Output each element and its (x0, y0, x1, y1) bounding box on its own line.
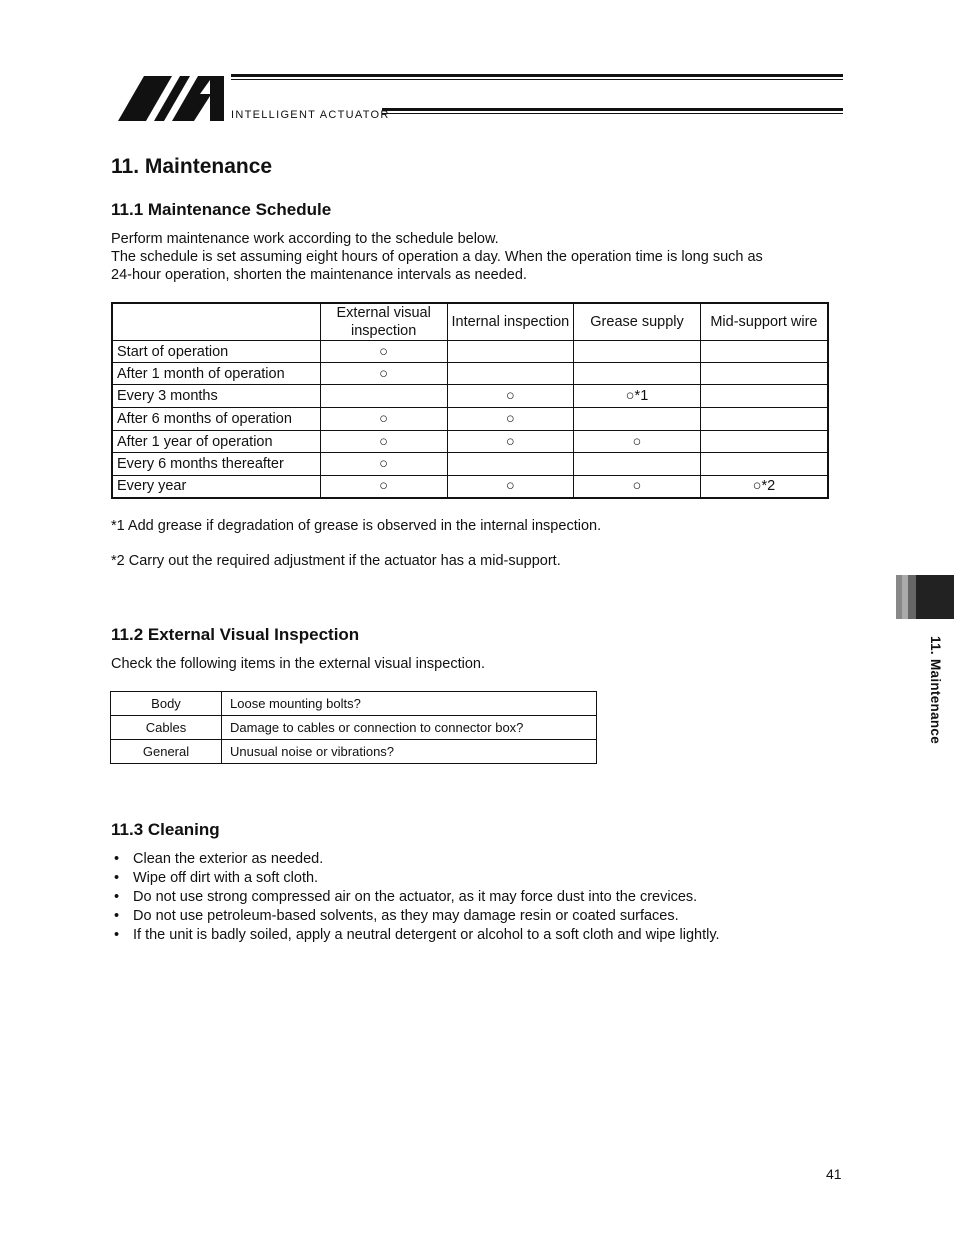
schedule-mark (574, 408, 701, 431)
schedule-mark: ○ (447, 408, 574, 431)
schedule-mark (700, 408, 828, 431)
schedule-mark (447, 341, 574, 363)
schedule-mark: ○ (320, 431, 447, 453)
row-label: Every 3 months (112, 385, 320, 408)
page-number: 41 (826, 1166, 842, 1182)
header-rule (231, 74, 843, 77)
header-empty-cell (112, 303, 320, 341)
schedule-mark (574, 453, 701, 476)
column-header: Internal inspection (447, 303, 574, 341)
table-row (112, 453, 828, 476)
schedule-mark (700, 431, 828, 453)
schedule-mark: ○ (574, 431, 701, 453)
inspection-intro: Check the following items in the external visual inspection. (111, 656, 485, 672)
header-rule-thin (231, 79, 843, 80)
column-header: Mid-support wire (700, 303, 828, 341)
list-item: • Do not use strong compressed air on the actuator, as it may force dust into the crevices. (111, 888, 720, 907)
schedule-mark: ○ (447, 385, 574, 408)
schedule-mark (447, 363, 574, 385)
section-heading-schedule: 11.1 Maintenance Schedule (111, 200, 332, 219)
section-heading-cleaning: 11.3 Cleaning (111, 820, 220, 839)
schedule-mark: ○ (320, 408, 447, 431)
list-item: • If the unit is badly soiled, apply a neutral detergent or alcohol to a soft cloth and wipe lightly. (111, 926, 720, 945)
schedule-mark: ○ (320, 476, 447, 498)
schedule-mark: ○*1 (574, 385, 701, 408)
column-header: Grease supply (574, 303, 701, 341)
column-header: External visual inspection (320, 303, 447, 341)
inspection-item: Body (111, 692, 222, 716)
table-row (112, 476, 828, 498)
table-row (111, 716, 597, 740)
table-row (112, 341, 828, 363)
footnote-1: *1 Add grease if degradation of grease is observed in the internal inspection. (111, 518, 602, 534)
schedule-mark (700, 341, 828, 363)
schedule-intro-line-1: Perform maintenance work according to the schedule below. (111, 231, 499, 247)
schedule-mark: ○ (447, 476, 574, 498)
schedule-mark (700, 385, 828, 408)
schedule-mark: ○*2 (700, 476, 828, 498)
row-label: Every 6 months thereafter (112, 453, 320, 476)
table-row (112, 431, 828, 453)
brand-name: INTELLIGENT ACTUATOR (231, 109, 390, 121)
row-label: After 6 months of operation (112, 408, 320, 431)
chapter-side-label: 11. Maintenance (928, 636, 943, 745)
row-label: Start of operation (112, 341, 320, 363)
row-label: After 1 month of operation (112, 363, 320, 385)
inspection-item: General (111, 740, 222, 764)
footnote-2: *2 Carry out the required adjustment if the actuator has a mid-support. (111, 553, 561, 569)
header-rule-lower-thin (382, 113, 843, 114)
schedule-mark: ○ (320, 363, 447, 385)
schedule-intro-line-2: The schedule is set assuming eight hours of operation a day. When the operation time is long such as (111, 249, 763, 265)
cleaning-list (111, 850, 720, 945)
schedule-mark (700, 453, 828, 476)
list-item: • Do not use petroleum-based solvents, as they may damage resin or coated surfaces. (111, 907, 720, 926)
row-label: After 1 year of operation (112, 431, 320, 453)
inspection-check: Unusual noise or vibrations? (222, 740, 597, 764)
list-item: • Clean the exterior as needed. (111, 850, 720, 869)
schedule-mark: ○ (320, 453, 447, 476)
schedule-mark (574, 363, 701, 385)
page-title: 11. Maintenance (111, 155, 273, 178)
company-logo (114, 72, 230, 122)
table-header-row (112, 303, 828, 341)
schedule-mark: ○ (447, 431, 574, 453)
schedule-intro-line-3: 24-hour operation, shorten the maintenance intervals as needed. (111, 267, 527, 283)
chapter-tab-marker (896, 575, 954, 619)
schedule-mark (574, 341, 701, 363)
table-row (112, 408, 828, 431)
row-label: Every year (112, 476, 320, 498)
header-rule-lower (382, 108, 843, 111)
inspection-check: Damage to cables or connection to connector box? (222, 716, 597, 740)
inspection-item: Cables (111, 716, 222, 740)
schedule-mark (700, 363, 828, 385)
list-item: • Wipe off dirt with a soft cloth. (111, 869, 720, 888)
maintenance-schedule-table (111, 302, 829, 499)
schedule-mark: ○ (574, 476, 701, 498)
schedule-mark (447, 453, 574, 476)
schedule-mark (320, 385, 447, 408)
schedule-mark: ○ (320, 341, 447, 363)
inspection-items-table (110, 691, 597, 764)
table-row (111, 692, 597, 716)
table-row (112, 385, 828, 408)
table-row (112, 363, 828, 385)
section-heading-external-inspection: 11.2 External Visual Inspection (111, 625, 360, 644)
inspection-check: Loose mounting bolts? (222, 692, 597, 716)
table-row (111, 740, 597, 764)
